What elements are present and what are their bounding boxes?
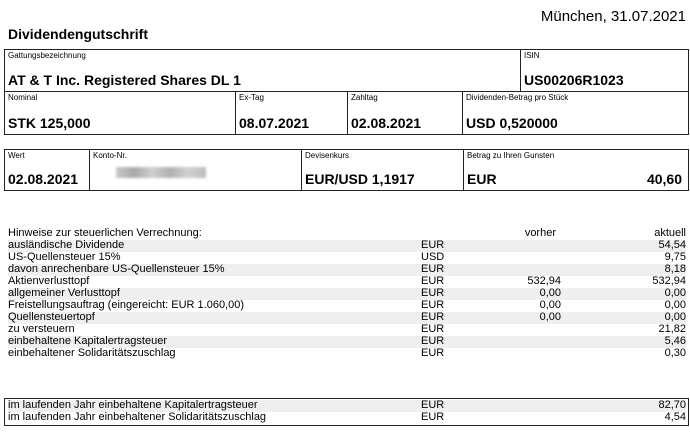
tax-row-aktuell: 532,94 <box>652 275 686 287</box>
tax-row-aktuell: 8,18 <box>664 263 686 275</box>
details-box <box>4 91 689 135</box>
exchange-rate-value: EUR/USD 1,1917 <box>305 171 415 187</box>
tax-row-vorher: 532,94 <box>527 275 561 287</box>
tax-row-aktuell: 21,82 <box>658 323 686 335</box>
value-date-label: Wert <box>8 151 25 160</box>
tax-row-aktuell: 54,54 <box>658 239 686 251</box>
summary-row-text: im laufenden Jahr einbehaltener Solidaritätszuschlag <box>8 411 267 423</box>
tax-row-aktuell: 0,00 <box>664 287 686 299</box>
credit-amount-value: 40,60 <box>646 171 682 187</box>
credit-amount-currency: EUR <box>467 171 497 187</box>
tax-row-currency: EUR <box>421 299 445 311</box>
payment-box <box>4 149 689 191</box>
tax-row-text: US-Quellensteuer 15% <box>8 251 121 263</box>
tax-row-vorher: 0,00 <box>539 287 561 299</box>
zahltag-value: 02.08.2021 <box>351 115 422 131</box>
value-date-cell <box>5 150 89 190</box>
tax-row-currency: EUR <box>421 287 445 299</box>
tax-row-currency: EUR <box>421 323 445 335</box>
security-name-cell <box>5 50 520 91</box>
account-label: Konto-Nr. <box>93 151 127 160</box>
zahltag-label: Zahltag <box>351 93 378 102</box>
tax-row-text: einbehaltene Kapitalertragsteuer <box>8 335 168 347</box>
tax-row-text: allgemeiner Verlusttopf <box>8 287 120 299</box>
account-cell <box>89 150 301 190</box>
dividend-amount-label: Dividenden-Betrag pro Stück <box>466 93 569 102</box>
tax-row-currency: EUR <box>421 275 445 287</box>
summary-row-currency: EUR <box>421 411 445 423</box>
tax-row-aktuell: 9,75 <box>664 251 686 263</box>
tax-row-text: davon anrechenbare US-Quellensteuer 15% <box>8 263 225 275</box>
tax-row-currency: USD <box>421 251 445 263</box>
tax-row-aktuell: 0,00 <box>664 299 686 311</box>
tax-row-aktuell: 0,30 <box>664 347 686 359</box>
exchange-rate-label: Devisenkurs <box>305 151 350 160</box>
redacted-account-number <box>116 167 206 178</box>
tax-row <box>8 264 686 276</box>
tax-row-text: einbehaltener Solidaritätszuschlag <box>8 347 176 359</box>
nominal-label: Nominal <box>8 93 38 102</box>
tax-row-currency: EUR <box>421 335 445 347</box>
credit-amount-cell <box>463 150 688 190</box>
tax-row-text: ausländische Dividende <box>8 239 125 251</box>
column-header-vorher: vorher <box>524 227 556 239</box>
tax-row <box>8 348 686 360</box>
nominal-value: STK 125,000 <box>8 115 91 131</box>
tax-heading: Hinweise zur steuerlichen Verrechnung: <box>8 227 202 239</box>
tax-row-aktuell: 0,00 <box>664 311 686 323</box>
tax-row-text: Freistellungsauftrag (eingereicht: EUR 1.060,00) <box>8 299 245 311</box>
tax-row-currency: EUR <box>421 311 445 323</box>
dividend-amount-value: USD 0,520000 <box>466 115 558 131</box>
extag-label: Ex-Tag <box>239 93 264 102</box>
zahltag-cell <box>347 92 462 134</box>
isin-label: ISIN <box>524 51 540 60</box>
value-date-value: 02.08.2021 <box>8 171 79 187</box>
tax-row <box>8 300 686 312</box>
document-title: Dividendengutschrift <box>8 26 149 42</box>
credit-amount-label: Betrag zu Ihren Gunsten <box>467 151 555 160</box>
tax-row-text: Quellensteuertopf <box>8 311 95 323</box>
summary-row-aktuell: 82,70 <box>658 399 686 411</box>
summary-row-currency: EUR <box>421 399 445 411</box>
tax-row-aktuell: 5,46 <box>664 335 686 347</box>
summary-row-text: im laufenden Jahr einbehaltene Kapitalertragsteuer <box>8 399 258 411</box>
isin-cell <box>520 50 688 91</box>
exchange-rate-cell <box>301 150 463 190</box>
summary-row-aktuell: 4,54 <box>664 411 686 423</box>
isin-value: US00206R1023 <box>524 72 624 88</box>
tax-row-vorher: 0,00 <box>539 299 561 311</box>
summary-row <box>8 412 686 424</box>
tax-row-currency: EUR <box>421 347 445 359</box>
tax-row-vorher: 0,00 <box>539 311 561 323</box>
tax-row-text: zu versteuern <box>8 323 75 335</box>
security-name-value: AT & T Inc. Registered Shares DL 1 <box>8 72 241 88</box>
dividend-amount-cell <box>462 92 688 134</box>
document-date: München, 31.07.2021 <box>540 8 686 25</box>
security-name-label: Gattungsbezeichnung <box>8 51 86 60</box>
nominal-cell <box>5 92 235 134</box>
column-header-aktuell: aktuell <box>654 227 686 239</box>
extag-cell <box>235 92 347 134</box>
tax-row <box>8 312 686 324</box>
tax-row-currency: EUR <box>421 263 445 275</box>
tax-row-text: Aktienverlusttopf <box>8 275 90 287</box>
extag-value: 08.07.2021 <box>239 115 310 131</box>
security-box <box>4 49 689 92</box>
tax-row-currency: EUR <box>421 239 445 251</box>
